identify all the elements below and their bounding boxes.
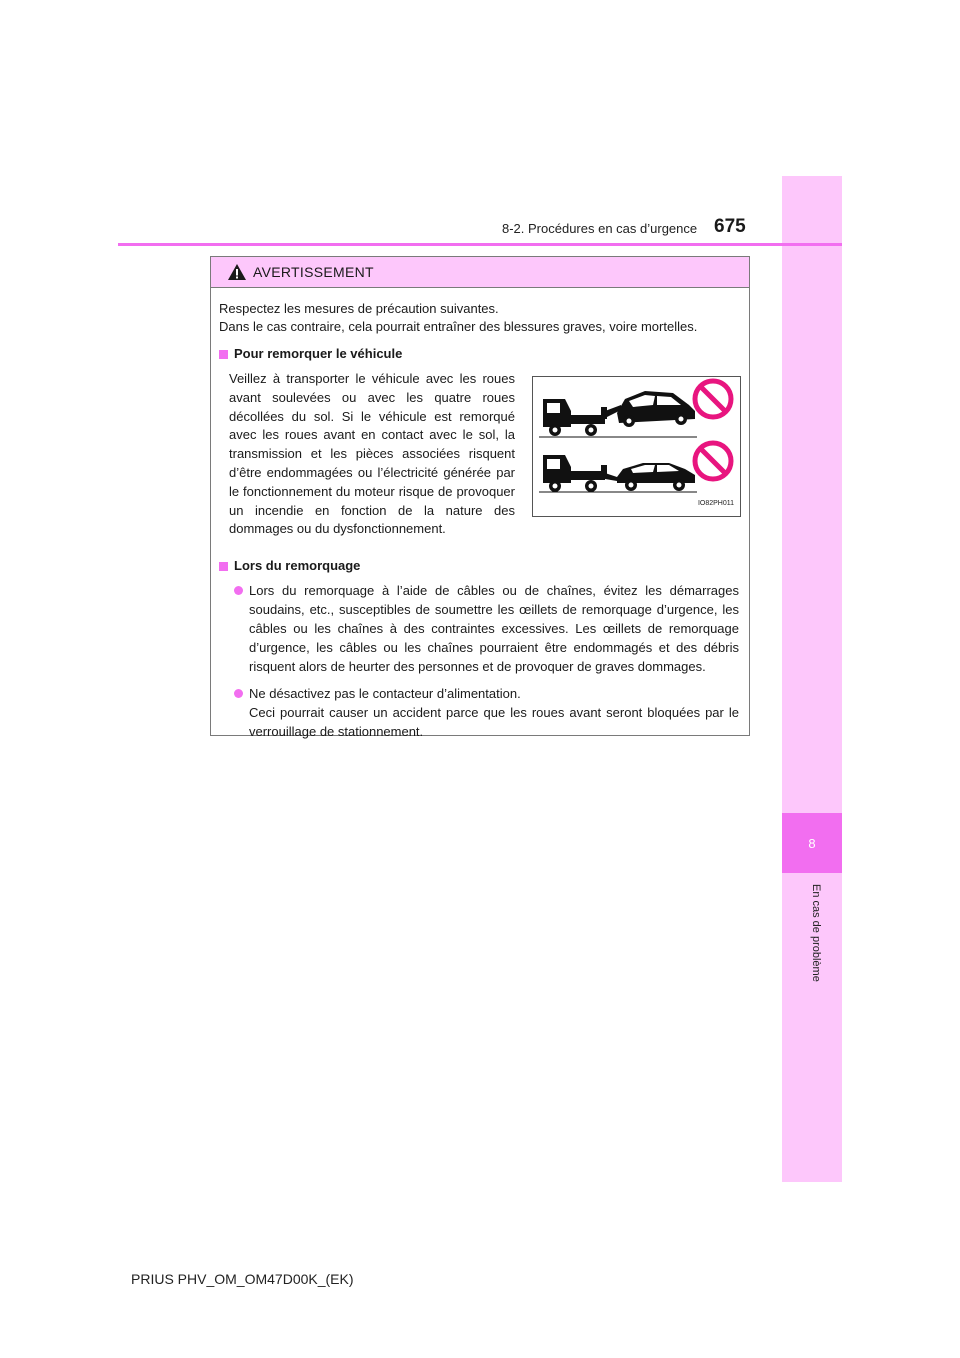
header-rule [118, 243, 842, 246]
towing-text: Veillez à transporter le véhicule avec les roues avant soulevées ou avec les quatre roues décollées du sol. Si le véhicule est remorqué avec les roues avant en contact avec le sol, la transmission et les pièces associées risquent d’être endommagées ou l’électricité générée par le fonctionnement du moteur risque de provoquer un incendie en fonction de la nature des dommages ou du dysfonctionnement. [229, 371, 515, 537]
towing-section [219, 367, 741, 557]
section-title: 8-2. Procédures en cas d’urgence [502, 221, 698, 236]
bullet-item [219, 581, 741, 676]
during-towing-heading [219, 557, 741, 575]
warning-intro-1: Respectez les mesures de précaution suivantes. [219, 301, 499, 316]
round-bullet-icon [234, 689, 243, 698]
prohibition-icon-bottom [695, 443, 731, 479]
warning-header [211, 257, 749, 288]
warning-intro-2: Dans le cas contraire, cela pourrait entraîner des blessures graves, voire mortelles. [219, 319, 698, 334]
prohibition-icon-top [695, 381, 731, 417]
round-bullet-icon [234, 586, 243, 595]
square-bullet-icon [219, 562, 228, 571]
document-reference: PRIUS PHV_OM_OM47D00K_(EK) [131, 1271, 354, 1287]
warning-triangle-icon [227, 263, 247, 281]
towing-heading-text: Pour remorquer le véhicule [234, 346, 403, 361]
square-bullet-icon [219, 350, 228, 359]
chapter-side-tab [782, 176, 842, 1182]
warning-body [211, 288, 749, 741]
bullet-2-line-1: Ne désactivez pas le contacteur d’alimentation. [249, 686, 521, 701]
warning-box [210, 256, 750, 739]
towing-heading [219, 345, 741, 363]
bullet-item [219, 684, 741, 741]
page-number: 675 [714, 216, 746, 237]
warning-title: AVERTISSEMENT [253, 264, 374, 280]
figure-id: IO82PH011 [697, 500, 734, 507]
during-towing-heading-text: Lors du remorquage [234, 558, 361, 573]
bullet-1-text: Lors du remorquage à l’aide de câbles ou de chaînes, évitez les démarrages soudains, etc., susceptibles de soumettre les œillets de remorquage d’urgence, les câbles ou les chaînes à des contraintes excessives. Les œillets de remorquage d’urgence, les câbles ou les chaînes pourraient être endommagés et des débris risquent alors de heurter des personnes et de provoquer de graves dommages. [249, 583, 739, 674]
bullet-2-line-2: Ceci pourrait causer un accident parce que les roues avant seront bloquées par le verrouillage de stationnement. [249, 705, 739, 739]
towing-illustration [532, 376, 741, 517]
chapter-number: 8 [782, 813, 842, 873]
chapter-label: En cas de problème [810, 884, 822, 982]
